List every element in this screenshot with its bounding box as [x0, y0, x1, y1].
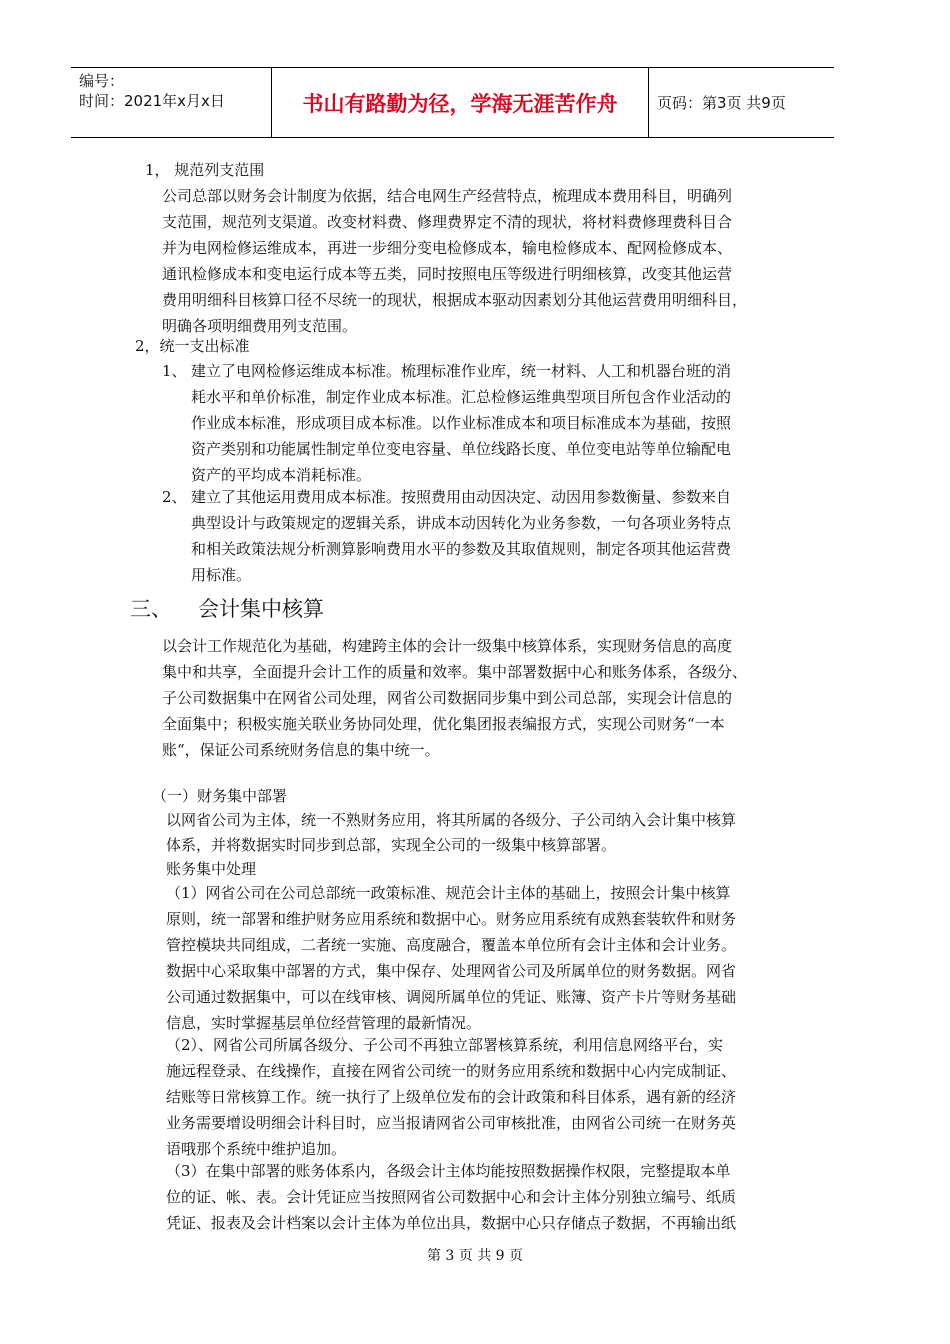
section-4-line: 语哦那个系统中维护追加。 [166, 1140, 347, 1158]
section-1-title: 1， 规范列支范围 [145, 161, 265, 179]
section-4-line: 原则，统一部署和维护财务应用系统和数据中心。财务应用系统有成熟套装软件和财务 [166, 910, 737, 928]
section-3-line: 账“，保证公司系统财务信息的集中统一。 [162, 741, 440, 759]
section-4-line: 账务集中处理 [166, 860, 257, 878]
section-3-line: 全面集中；积极实施关联业务协同处理，优化集团报表编报方式，实现公司财务“一本 [162, 715, 725, 733]
section-2-item-1-line: 作业成本标准，形成项目成本标准。以作业标准成本和项目标准成本为基础，按照 [191, 414, 732, 432]
section-2-item-1-line: 建立了电网检修运维成本标准。梳理标准作业库，统一材料、人工和机器台班的消 [191, 362, 732, 380]
section-2-item-1-line: 资产类别和功能属性制定单位变电容量、单位线路长度、单位变电站等单位输配电 [191, 440, 732, 458]
section-1-line: 通讯检修成本和变电运行成本等五类，同时按照电压等级进行明细核算，改变其他运营 [162, 265, 733, 283]
section-3-line: 集中和共享，全面提升会计工作的质量和效率。集中部署数据中心和账务体系，各级分、 [162, 663, 748, 681]
section-4-line: 凭证、报表及会计档案以会计主体为单位出具，数据中心只存储点子数据，不再输出纸 [166, 1214, 737, 1232]
section-1-line: 并为电网检修运维成本，再进一步细分变电检修成本，输电检修成本、配网检修成本、 [162, 239, 733, 257]
section-2-title: 2，统一支出标准 [135, 337, 250, 355]
section-2-item-2-line: 典型设计与政策规定的逻辑关系，讲成本动因转化为业务参数，一句各项业务特点 [191, 514, 732, 532]
section-4-title: （一）财务集中部署 [152, 787, 288, 805]
section-3-line: 子公司数据集中在网省公司处理，网省公司数据同步集中到公司总部，实现会计信息的 [162, 689, 733, 707]
section-2-item-1-line: 耗水平和单价标准，制定作业成本标准。汇总检修运维典型项目所包含作业活动的 [191, 388, 732, 406]
section-4-line: 业务需要增设明细会计科目时，应当报请网省公司审核批准，由网省公司统一在财务英 [166, 1114, 737, 1132]
section-4-line: 公司通过数据集中，可以在线审核、调阅所属单位的凭证、账簿、资产卡片等财务基础 [166, 988, 737, 1006]
heading-number: 三、 [130, 597, 172, 621]
page-header [71, 67, 834, 138]
section-4-line: （1）网省公司在公司总部统一政策标准、规范会计主体的基础上，按照会计集中核算 [166, 884, 731, 902]
section-4-line: 管控模块共同组成，二者统一实施、高度融合，覆盖本单位所有会计主体和会计业务。 [166, 936, 737, 954]
section-2-item-2-line: 用标准。 [191, 566, 252, 584]
section-2-item-2-line: 和相关政策法规分析测算影响费用水平的参数及其取值规则，制定各项其他运营费 [191, 540, 732, 558]
section-4-line: 以网省公司为主体，统一不熟财务应用，将其所属的各级分、子公司纳入会计集中核算 [166, 811, 737, 829]
list-item-number: 1、 [162, 362, 187, 380]
section-4-line: 结账等日常核算工作。统一执行了上级单位发布的会计政策和科目体系，遇有新的经济 [166, 1088, 737, 1106]
section-4-line: 施远程登录、在线操作，直接在网省公司统一的财务应用系统和数据中心内完成制证、 [166, 1062, 737, 1080]
heading-title: 会计集中核算 [198, 597, 324, 621]
section-4-line: 数据中心采取集中部署的方式，集中保存、处理网省公司及所属单位的财务数据。网省 [166, 962, 737, 980]
header-page-info: 页码：第3页 共9页 [657, 94, 786, 112]
section-4-line: （3）在集中部署的账务体系内，各级会计主体均能按照数据操作权限，完整提取本单 [166, 1162, 731, 1180]
doc-number-label: 编号： [79, 72, 125, 90]
section-3-line: 以会计工作规范化为基础，构建跨主体的会计一级集中核算体系，实现财务信息的高度 [162, 637, 733, 655]
section-4-line: 位的证、帐、表。会计凭证应当按照网省公司数据中心和会计主体分别独立编号、纸质 [166, 1188, 737, 1206]
page-footer: 第 3 页 共 9 页 [426, 1248, 524, 1264]
doc-time-label: 时间：2021年x月x日 [79, 92, 225, 110]
section-4-line: 信息，实时掌握基层单位经营管理的最新情况。 [166, 1014, 482, 1032]
section-1-line: 支范围，规范列支渠道。改变材料费、修理费界定不清的现状，将材料费修理费科目合 [162, 213, 733, 231]
list-item-number: 2、 [162, 488, 187, 506]
section-1-line: 明确各项明细费用列支范围。 [162, 317, 358, 335]
section-4-line: （2）、网省公司所属各级分、子公司不再独立部署核算系统，利用信息网络平台，实 [166, 1036, 724, 1054]
section-2-item-2-line: 建立了其他运用费用成本标准。按照费用由动因决定、动因用参数衡量、参数来自 [191, 488, 732, 506]
section-1-line: 费用明细科目核算口径不尽统一的现状，根据成本驱动因素划分其他运营费用明细科目， [162, 291, 748, 309]
section-4-line: 体系，并将数据实时同步到总部，实现全公司的一级集中核算部署。 [166, 836, 617, 854]
section-1-line: 公司总部以财务会计制度为依据，结合电网生产经营特点，梳理成本费用科目，明确列 [162, 187, 733, 205]
section-2-item-1-line: 资产的平均成本消耗标准。 [191, 466, 372, 484]
header-meta [71, 68, 272, 137]
header-motto: 书山有路勤为径，学海无涯苦作舟 [272, 68, 649, 137]
